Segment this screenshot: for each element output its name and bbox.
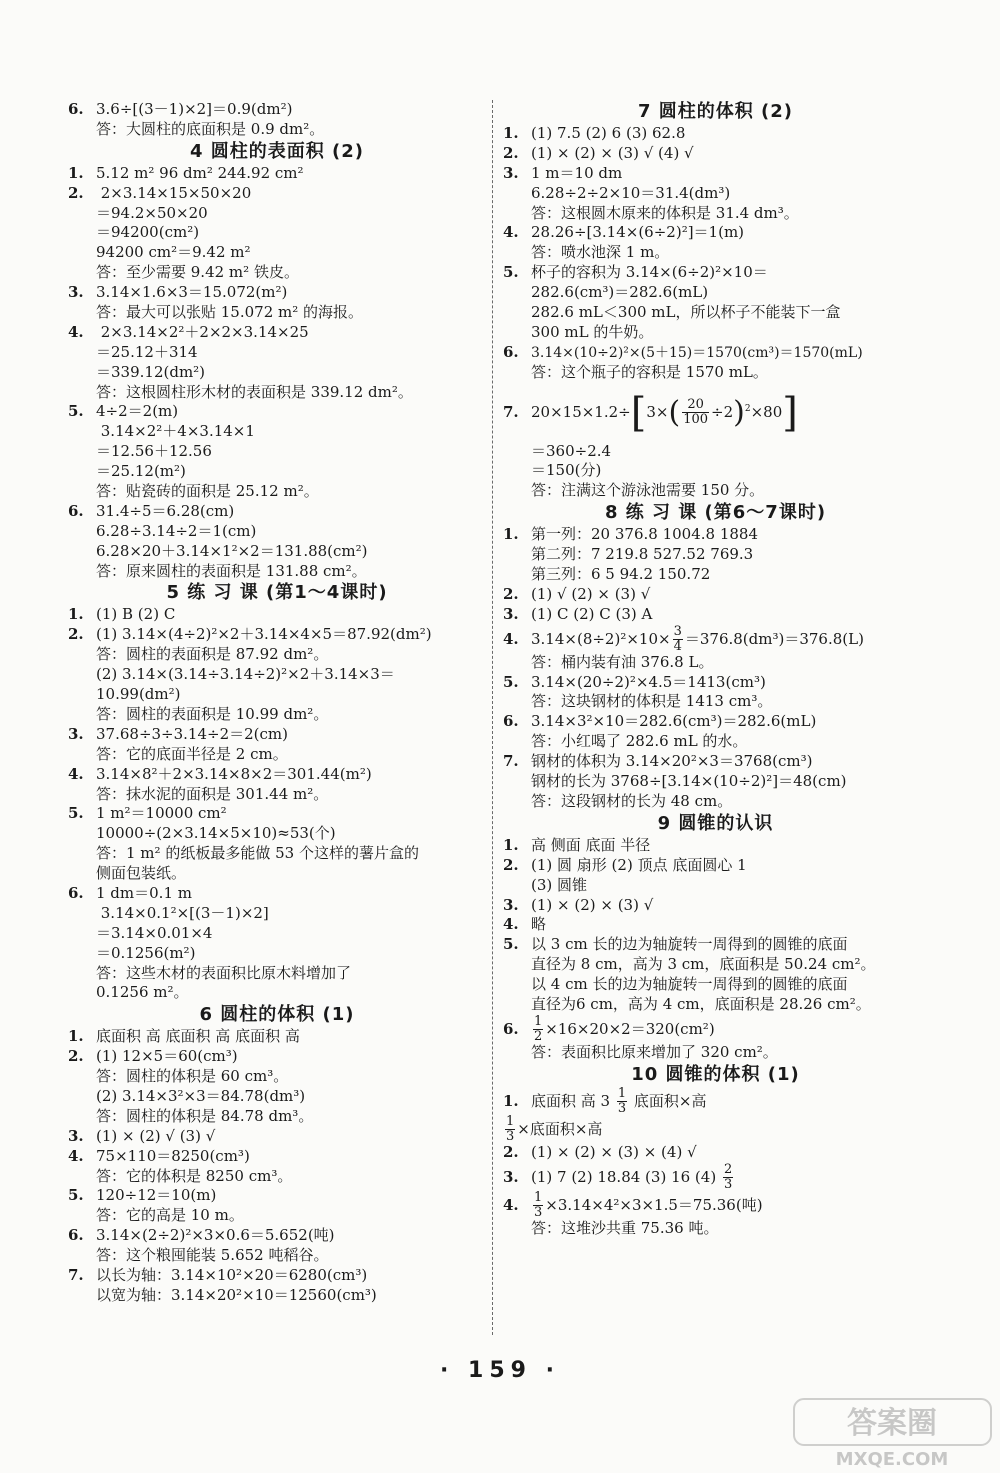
answer-line: (2) 3.14×3²×3＝84.78(dm³): [96, 1086, 306, 1105]
answer-line: 答：大圆柱的底面积是 0.9 dm²。: [96, 119, 325, 138]
answer-line: ＝339.12(dm²): [96, 362, 206, 381]
answer-line: 答：这堆沙共重 75.36 吨。: [531, 1218, 719, 1237]
answer-line: ＝12.56＋12.56: [96, 442, 212, 461]
answer-line: 6.28×20＋3.14×1²×2＝131.88(cm²): [96, 541, 368, 560]
column-divider: [492, 100, 493, 1335]
answer-line: 10.99(dm²): [96, 685, 181, 704]
section-heading: 6 圆柱的体积 (1): [199, 1004, 355, 1026]
answer-line: 6. 3.14×3²×10＝282.6(cm³)＝282.6(mL): [503, 712, 817, 731]
answer-line: ＝25.12＋314: [96, 342, 198, 361]
answer-line: 答：表面积比原来增加了 320 cm²。: [531, 1042, 778, 1061]
answer-line: 1. 第一列：20 376.8 1004.8 1884: [503, 525, 758, 544]
section-heading: 9 圆锥的认识: [657, 812, 774, 834]
answer-line: 1. (1) B (2) C: [68, 605, 176, 624]
answer-line: ＝360÷2.4: [531, 441, 612, 460]
answer-line: 7. 钢材的体积为 3.14×20²×3＝3768(cm³): [503, 752, 813, 771]
answer-line: 答：这段钢材的长为 48 cm。: [531, 791, 733, 810]
answer-line: 答：这些木材的表面积比原木料增加了: [96, 963, 352, 982]
answer-line: 答：圆柱的体积是 60 cm³。: [96, 1067, 289, 1086]
answer-line: 4. 略: [503, 915, 547, 934]
answer-line: 300 mL 的牛奶。: [531, 322, 654, 341]
answer-line: 5. 3.14×(20÷2)²×4.5＝1413(cm³): [503, 672, 766, 691]
answer-line: 282.6(cm³)＝282.6(mL): [531, 283, 709, 302]
answer-line: 答：桶内装有油 376.8 L。: [531, 652, 714, 671]
answer-line: ＝94200(cm²): [96, 223, 200, 242]
answer-line: 第三列：6 5 94.2 150.72: [531, 565, 711, 584]
answer-line: ＝3.14×0.01×4: [96, 923, 213, 942]
answer-line: 3. 37.68÷3÷3.14÷2＝2(cm): [68, 724, 289, 743]
answer-line: 1. (1) 7.5 (2) 6 (3) 62.8: [503, 124, 686, 142]
answer-line: 答：这根圆木原来的体积是 31.4 dm³。: [531, 203, 799, 222]
answer-line: ＝150(分): [531, 461, 602, 480]
answer-line: 答：喷水池深 1 m。: [531, 243, 670, 262]
answer-line: 答：它的高是 10 m。: [96, 1206, 244, 1225]
fraction: $\frac{1}{3}$: [506, 1114, 515, 1145]
answer-line: 2. 2×3.14×15×50×20: [68, 183, 252, 202]
left-column: [68, 100, 486, 1306]
answer-line: 2. (1) 3.14×(4÷2)²×2＋3.14×4×5＝87.92(dm²): [68, 625, 432, 644]
answer-line: (3) 圆锥: [531, 875, 588, 894]
answer-line: 答：1 m² 的纸板最多能做 53 个这样的薯片盒的: [96, 844, 419, 863]
formula-line: 7. 20×15×1.2÷[3×( $\frac{20}{100}$ ÷2)$^2$×80]: [503, 389, 798, 436]
answer-line: 4. 28.26÷[3.14×(6÷2)²]＝1(m): [503, 223, 745, 242]
section-heading: 5 练 习 课 (第1～4课时): [166, 582, 388, 604]
answer-line: 6. 3.14×(10÷2)²×(5＋15)＝1570(cm³)＝1570(mL): [503, 342, 863, 361]
answer-line: 94200 cm²＝9.42 m²: [96, 243, 251, 262]
answer-line: 钢材的长为 3768÷[3.14×(10÷2)²]＝48(cm): [531, 772, 847, 791]
fraction: $\frac{1}{3}$: [534, 1190, 543, 1221]
formula-line: 3. (1) 7 (2) 18.84 (3) 16 (4) $\frac{2}{3}$: [503, 1162, 733, 1193]
answer-line: 以 4 cm 长的边为轴旋转一周得到的圆锥的底面: [531, 975, 848, 994]
answer-line: 以宽为轴：3.14×20²×10＝12560(cm³): [96, 1285, 377, 1304]
answer-line: 2. (1) × (2) × (3) × (4) √: [503, 1142, 697, 1161]
answer-line: 10000÷(2×3.14×5×10)≈53(个): [96, 824, 336, 843]
section-heading: 8 练 习 课 (第6～7课时): [604, 502, 827, 524]
answer-line: 6. 3.6÷[(3－1)×2]＝0.9(dm²): [68, 100, 293, 118]
answer-line: 6.28÷3.14÷2＝1(cm): [96, 521, 257, 540]
answer-line: 5. 120÷12＝10(m): [68, 1186, 217, 1205]
fraction: $\frac{3}{4}$: [673, 624, 682, 655]
answer-line: 3.14×0.1²×[(3－1)×2]: [96, 903, 269, 922]
answer-line: 答：它的体积是 8250 cm³。: [96, 1166, 293, 1185]
answer-line: 答：小红喝了 282.6 mL 的水。: [531, 732, 748, 751]
answer-line: 6. 3.14×(2÷2)²×3×0.6＝5.652(吨): [68, 1226, 335, 1245]
answer-line: 1. 5.12 m² 96 dm² 244.92 cm²: [68, 163, 304, 182]
answer-line: 侧面包装纸。: [96, 864, 187, 883]
answer-line: 3. (1) C (2) C (3) A: [503, 604, 653, 623]
answer-line: 答：这块钢材的体积是 1413 cm³。: [531, 692, 773, 711]
answer-line: 答：抹水泥的面积是 301.44 m²。: [96, 784, 329, 803]
formula-line: 6. $\frac{1}{2}$ ×16×20×2＝320(cm²): [503, 1014, 715, 1045]
answer-line: 1. 高 侧面 底面 半径: [503, 835, 651, 854]
answer-line: 答：这个粮囤能装 5.652 吨稻谷。: [96, 1246, 329, 1265]
answer-line: 6. 31.4÷5＝6.28(cm): [68, 501, 235, 520]
answer-line: 5. 4÷2＝2(m): [68, 402, 179, 421]
answer-line: ＝25.12(m²): [96, 462, 186, 481]
answer-line: 答：原来圆柱的表面积是 131.88 cm²。: [96, 561, 367, 580]
answer-line: 6. 1 dm＝0.1 m: [68, 883, 192, 902]
fraction: $\frac{1}{3}$: [617, 1086, 627, 1117]
answer-line: 直径为 8 cm，高为 3 cm，底面积是 50.24 cm²。: [531, 955, 876, 974]
answer-line: 5. 以 3 cm 长的边为轴旋转一周得到的圆锥的底面: [503, 935, 848, 954]
answer-line: 7. 以长为轴：3.14×10²×20＝6280(cm³): [68, 1265, 368, 1284]
answer-line: 3.14×2²＋4×3.14×1: [96, 422, 255, 441]
answer-line: 答：注满这个游泳池需要 150 分。: [531, 481, 765, 500]
answer-line: 2. (1) √ (2) × (3) √: [503, 584, 651, 603]
watermark-text: 答案圈: [847, 1406, 937, 1441]
answer-line: 1. 底面积 高 底面积 高 底面积 高: [68, 1027, 300, 1046]
formula-line: 4. 3.14×(8÷2)²×10× $\frac{3}{4}$ ＝376.8(dm³)＝376.8(L): [503, 624, 864, 655]
answer-line: 直径为6 cm，高为 4 cm，底面积是 28.26 cm²。: [531, 994, 871, 1013]
formula-line: $\frac{1}{3}$ ×底面积×高: [506, 1114, 603, 1145]
section-heading: 4 圆柱的表面积 (2): [189, 140, 365, 162]
answer-line: 282.6 mL＜300 mL，所以杯子不能装下一盒: [531, 303, 841, 322]
answer-line: 答：贴瓷砖的面积是 25.12 m²。: [96, 482, 319, 501]
section-heading: 10 圆锥的体积 (1): [631, 1063, 800, 1085]
fraction: $\frac{1}{2}$: [534, 1014, 543, 1045]
answer-line: 答：圆柱的体积是 84.78 dm³。: [96, 1106, 314, 1125]
answer-line: ＝0.1256(m²): [96, 943, 196, 962]
answer-line: 答：这个瓶子的容积是 1570 mL。: [531, 362, 768, 381]
answer-line: 答：最大可以张贴 15.072 m² 的海报。: [96, 303, 364, 322]
answer-line: 3. (1) × (2) × (3) √: [503, 895, 654, 914]
formula-line: 1. 底面积 高 3 $\frac{1}{3}$ 底面积×高: [503, 1086, 707, 1117]
answer-line: (2) 3.14×(3.14÷3.14÷2)²×2＋3.14×3＝: [96, 665, 395, 684]
answer-line: 2. (1) 圆 扇形 (2) 顶点 底面圆心 1: [503, 855, 747, 874]
answer-line: 第二列：7 219.8 527.52 769.3: [531, 545, 754, 564]
answer-line: 3. 3.14×1.6×3＝15.072(m²): [68, 283, 288, 302]
answer-line: 4. 2×3.14×2²＋2×2×3.14×25: [68, 322, 309, 341]
watermark-logo: [790, 1395, 995, 1470]
answer-line: 4. 75×110＝8250(cm³): [68, 1146, 250, 1165]
answer-line: ＝94.2×50×20: [96, 203, 208, 222]
answer-line: 5. 杯子的容积为 3.14×(6÷2)²×10＝: [503, 263, 768, 282]
answer-line: 2. (1) × (2) × (3) √ (4) √: [503, 143, 694, 162]
answer-line: 5. 1 m²＝10000 cm²: [68, 804, 227, 823]
answer-line: 3. 1 m＝10 dm: [503, 163, 623, 182]
answer-line: 答：圆柱的表面积是 87.92 dm²。: [96, 645, 329, 664]
answer-line: 答：它的底面半径是 2 cm。: [96, 744, 288, 763]
answer-line: 2. (1) 12×5＝60(cm³): [68, 1047, 238, 1066]
answer-line: 3. (1) × (2) √ (3) √: [68, 1126, 216, 1145]
formula-line: 4. $\frac{1}{3}$ ×3.14×4²×3×1.5＝75.36(吨): [503, 1190, 763, 1221]
page-number: · 159 ·: [440, 1358, 560, 1383]
watermark-url: MXQE.COM: [835, 1449, 949, 1470]
answer-line: 0.1256 m²。: [96, 983, 189, 1002]
fraction: $\frac{2}{3}$: [723, 1162, 733, 1193]
right-column: [503, 100, 928, 1239]
answer-line: 答：至少需要 9.42 m² 铁皮。: [96, 263, 299, 282]
answer-line: 6.28÷2÷2×10＝31.4(dm³): [531, 183, 731, 202]
section-heading: 7 圆柱的体积 (2): [637, 101, 794, 122]
fraction: $\frac{20}{100}$: [683, 397, 709, 428]
answer-line: 答：这根圆柱形木材的表面积是 339.12 dm²。: [96, 382, 413, 401]
answer-line: 答：圆柱的表面积是 10.99 dm²。: [96, 704, 329, 723]
answer-line: 4. 3.14×8²＋2×3.14×8×2＝301.44(m²): [68, 764, 372, 783]
